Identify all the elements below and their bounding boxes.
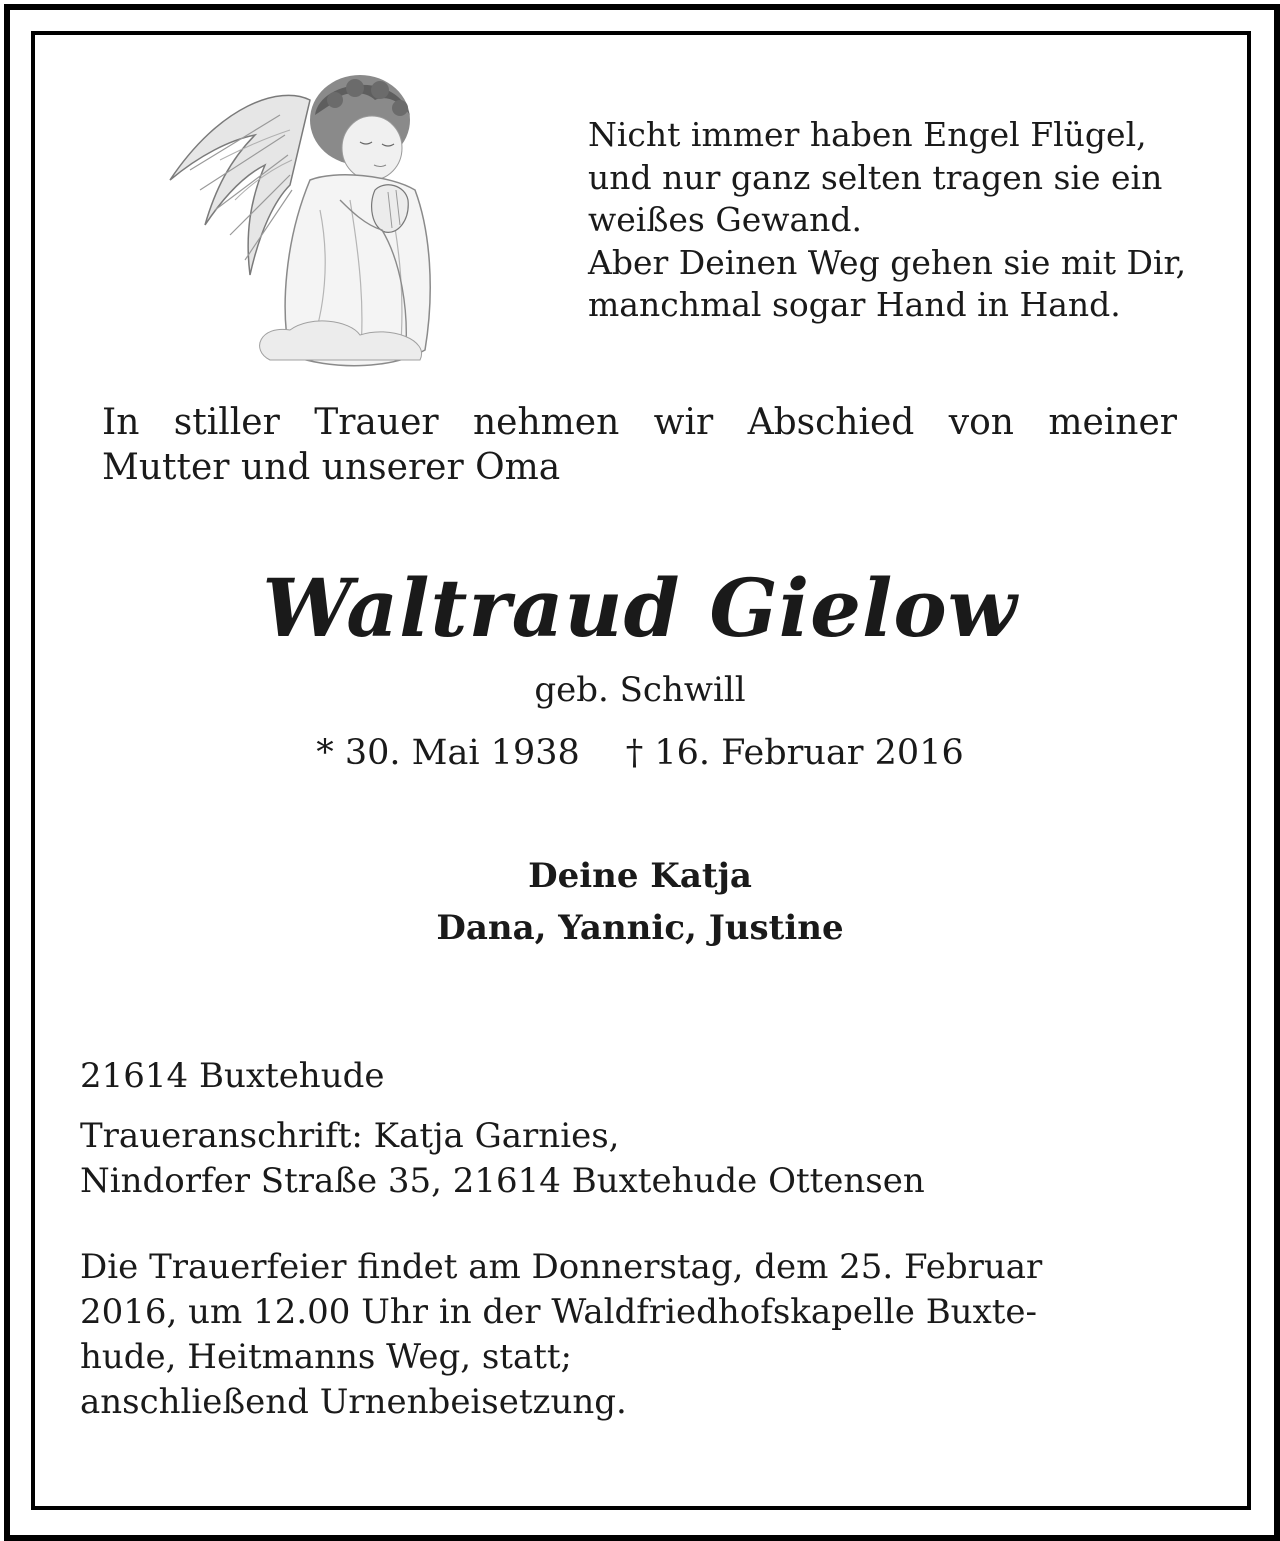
address-line: Nindorfer Straße 35, 21614 Buxtehude Ottensen: [80, 1161, 925, 1201]
poem-line: Aber Deinen Weg gehen sie mit Dir,: [588, 242, 1187, 282]
mourning-address: [80, 1114, 1200, 1204]
mourners-block: [0, 850, 1280, 954]
poem-line: und nur ganz selten tragen sie ein: [588, 157, 1163, 197]
life-dates: [0, 730, 1280, 776]
maiden-name: geb. Schwill: [534, 670, 746, 710]
city-text: 21614 Buxtehude: [80, 1056, 385, 1096]
birth-date: * 30. Mai 1938: [316, 733, 580, 773]
ceremony-line: anschließend Urnenbeisetzung.: [80, 1382, 627, 1422]
praying-angel-icon: [160, 60, 460, 380]
ceremony-line: hude, Heitmanns Weg, statt;: [80, 1337, 573, 1377]
poem-line: manchmal sogar Hand in Hand.: [588, 285, 1121, 324]
ceremony-line: Die Trauerfeier findet am Donnerstag, dem 25. Februar: [80, 1247, 1043, 1287]
intro-text: [102, 400, 1177, 490]
deceased-name: Waltraud Gielow: [262, 561, 1018, 655]
ceremony-info: [80, 1245, 1200, 1425]
address-line: Traueranschrift: Katja Garnies,: [80, 1116, 620, 1156]
mourner-line: Dana, Yannic, Justine: [436, 908, 844, 948]
death-date: † 16. Februar 2016: [625, 733, 964, 773]
intro-line: In stiller Trauer nehmen wir Abschied von meiner: [102, 402, 1177, 443]
intro-line: Mutter und unserer Oma: [102, 447, 561, 488]
poem-line: Nicht immer haben Engel Flügel,: [588, 115, 1147, 154]
poem-line: weißes Gewand.: [588, 200, 863, 239]
poem-block: [588, 114, 1228, 327]
ceremony-line: 2016, um 12.00 Uhr in der Waldfriedhofskapelle Buxte-: [80, 1292, 1038, 1332]
city-line: [80, 1054, 1200, 1099]
mourner-line: Deine Katja: [528, 856, 752, 896]
